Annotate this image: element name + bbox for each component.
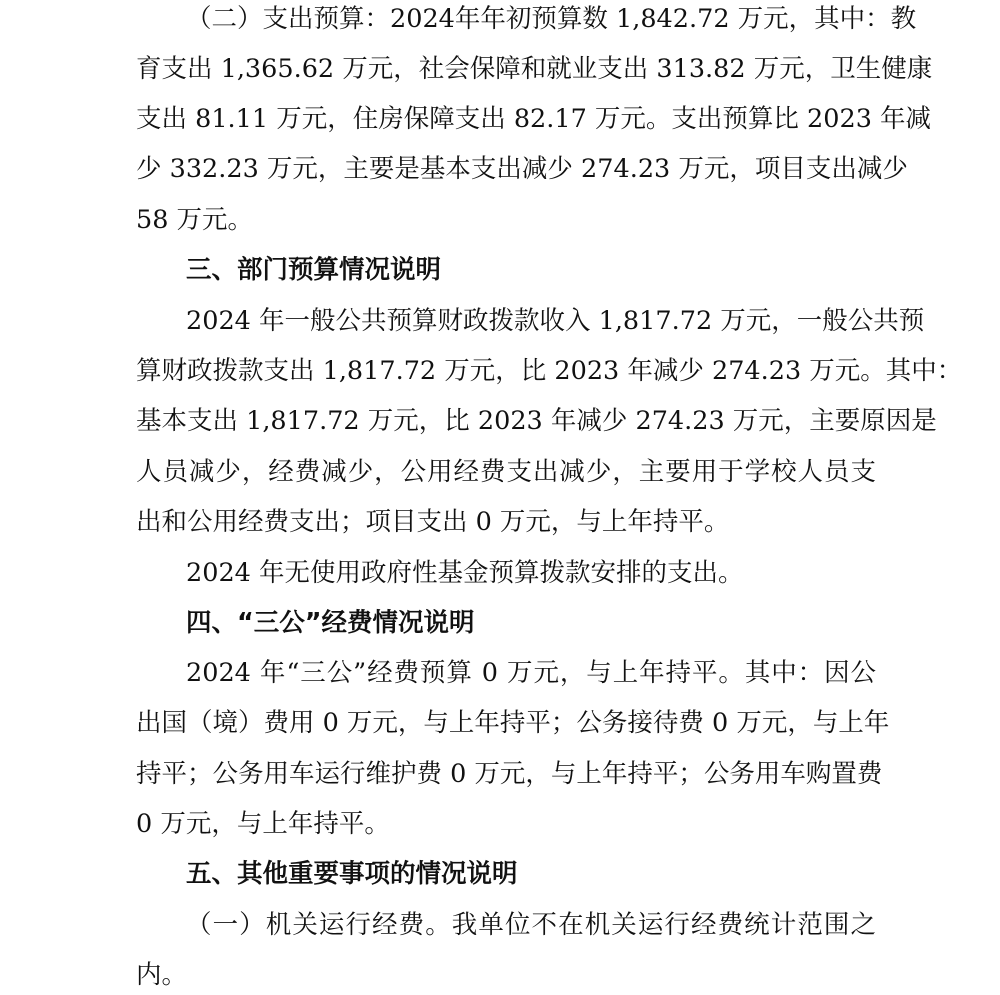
paragraph-line: 2024 年“三公”经费预算 0 万元，与上年持平。其中：因公 xyxy=(186,658,876,688)
paragraph-line: 2024 年一般公共预算财政拨款收入 1,817.72 万元，一般公共预 xyxy=(186,306,925,336)
section-heading-4: 四、“三公”经费情况说明 xyxy=(186,608,475,638)
paragraph-line: 少 332.23 万元，主要是基本支出减少 274.23 万元，项目支出减少 xyxy=(136,154,908,184)
paragraph-line: 支出 81.11 万元，住房保障支出 82.17 万元。支出预算比 2023 年减 xyxy=(136,104,932,134)
paragraph-line: 算财政拨款支出 1,817.72 万元，比 2023 年减少 274.23 万元。其中： xyxy=(136,356,963,386)
paragraph-line: 2024 年无使用政府性基金预算拨款安排的支出。 xyxy=(186,558,744,588)
paragraph-line: 人员减少，经费减少，公用经费支出减少，主要用于学校人员支 xyxy=(136,457,876,487)
section-heading-3: 三、部门预算情况说明 xyxy=(186,255,442,285)
section-heading-5: 五、其他重要事项的情况说明 xyxy=(186,859,518,889)
paragraph-line: （一）机关运行经费。我单位不在机关运行经费统计范围之 xyxy=(186,910,876,940)
paragraph-line: 出和公用经费支出；项目支出 0 万元，与上年持平。 xyxy=(136,507,730,537)
paragraph-line: 58 万元。 xyxy=(136,205,254,235)
paragraph-line: 育支出 1,365.62 万元，社会保障和就业支出 313.82 万元，卫生健康 xyxy=(136,54,933,84)
paragraph-line: 0 万元，与上年持平。 xyxy=(136,809,390,839)
paragraph-line: 出国（境）费用 0 万元，与上年持平；公务接待费 0 万元，与上年 xyxy=(136,708,890,738)
paragraph-line: 内。 xyxy=(136,960,188,990)
paragraph-line: 持平；公务用车运行维护费 0 万元，与上年持平；公务用车购置费 xyxy=(136,759,883,789)
paragraph-line: 基本支出 1,817.72 万元，比 2023 年减少 274.23 万元，主要原因是 xyxy=(136,406,937,436)
paragraph-line: （二）支出预算：2024年年初预算数 1,842.72 万元，其中：教 xyxy=(186,4,917,34)
